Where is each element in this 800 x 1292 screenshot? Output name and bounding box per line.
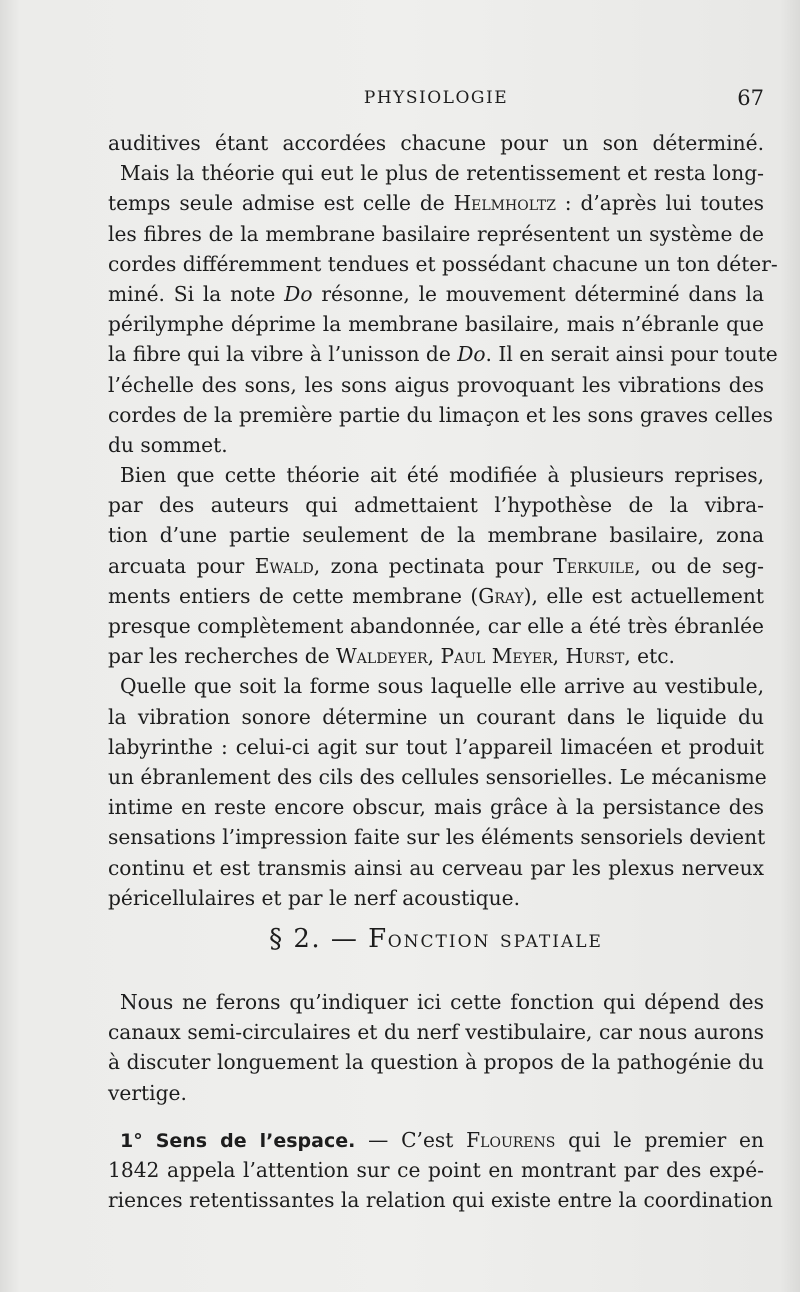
text-line: du sommet.	[108, 432, 228, 457]
text-block-3	[108, 1125, 773, 1216]
text-line: cordes différemment tendues et possédant chacune un ton déter-	[108, 251, 778, 276]
text-line: à discuter longuement la question à propos de la pathogénie du	[108, 1050, 764, 1075]
text-line: intime en reste encore obscur, mais grâce à la persistance des	[108, 795, 764, 820]
subsection-heading: 1° Sens de l’espace.	[120, 1130, 356, 1152]
author-name: Hurst	[565, 644, 625, 669]
text-line: 1° Sens de l’espace. — C’est Flourens qui le premier en	[120, 1128, 764, 1152]
section-title: onction spatiale	[387, 925, 603, 953]
text-line: par les recherches de Waldeyer, Paul Meyer, Hurst, etc.	[108, 644, 675, 669]
author-name: Terkuile	[553, 553, 635, 578]
text-line: la fibre qui la vibre à l’unisson de Do. Il en serait ainsi pour toute	[108, 342, 778, 367]
text-line: périlymphe déprime la membrane basilaire, mais n’ébranle que	[108, 312, 764, 337]
text-line: labyrinthe : celui-ci agit sur tout l’appareil limacéen et produit	[108, 734, 764, 759]
text-line: l’échelle des sons, les sons aigus provoquant les vibrations des	[108, 372, 764, 397]
text-block-1	[108, 128, 778, 913]
text-line: par des auteurs qui admettaient l’hypothèse de la vibra-	[108, 493, 764, 518]
text-line: miné. Si la note Do résonne, le mouvement déterminé dans la	[108, 281, 764, 306]
text-line: cordes de la première partie du limaçon et les sons graves celles	[108, 402, 774, 427]
text-line: tion d’une partie seulement de la membrane basilaire, zona	[108, 523, 764, 548]
text-line: presque complètement abandonnée, car elle a été très ébranlée	[108, 614, 764, 638]
text-line: riences retentissantes la relation qui existe entre la coordination	[108, 1188, 773, 1213]
text-line: ments entiers de cette membrane (Gray), elle est actuellement	[108, 583, 764, 608]
section-number: § 2. —	[269, 924, 369, 954]
text-line: auditives étant accordées chacune pour un son déterminé.	[108, 131, 764, 155]
text-line: canaux semi-circulaires et du nerf vestibulaire, car nous aurons	[108, 1020, 764, 1045]
text-block-2	[108, 987, 764, 1108]
text-line: un ébranlement des cils des cellules sensorielles. Le mécanisme	[108, 764, 767, 789]
text-line: les fibres de la membrane basilaire représentent un système de	[108, 221, 764, 246]
author-name: Flourens	[466, 1128, 556, 1152]
text-line: Mais la théorie qui eut le plus de retentissement et resta long-	[120, 161, 764, 186]
text-line: la vibration sonore détermine un courant dans le liquide du	[108, 704, 764, 729]
author-name: Waldeyer	[336, 644, 428, 669]
note-name: Do	[457, 342, 486, 367]
text-line: temps seule admise est celle de Helmholtz : d’après lui toutes	[108, 191, 764, 216]
section-heading	[108, 924, 764, 974]
text-line: vertige.	[108, 1080, 187, 1105]
running-head	[108, 86, 764, 112]
text-line: arcuata pour Ewald, zona pectinata pour Terkuile, ou de seg-	[108, 553, 764, 578]
text-line: sensations l’impression faite sur les éléments sensoriels devient	[108, 825, 766, 850]
text-line: continu et est transmis ainsi au cerveau par les plexus nerveux	[108, 855, 764, 880]
author-name: Paul Meyer	[440, 644, 553, 669]
text-line: Quelle que soit la forme sous laquelle elle arrive au vestibule,	[120, 674, 764, 699]
text-line: Nous ne ferons qu’indiquer ici cette fonction qui dépend des	[120, 990, 764, 1014]
note-name: Do	[284, 281, 313, 306]
running-head-title: PHYSIOLOGIE	[363, 88, 509, 108]
author-name: Helmholtz	[453, 191, 556, 216]
text-line: 1842 appela l’attention sur ce point en montrant par des expé-	[108, 1158, 764, 1183]
author-name: Ewald	[254, 553, 314, 578]
text-line: Bien que cette théorie ait été modifiée à plusieurs reprises,	[120, 463, 764, 488]
section-title-initial: F	[368, 924, 388, 954]
text-line: péricellulaires et par le nerf acoustique.	[108, 885, 520, 910]
page-number: 67	[737, 86, 764, 110]
author-name: Gray	[478, 583, 524, 608]
